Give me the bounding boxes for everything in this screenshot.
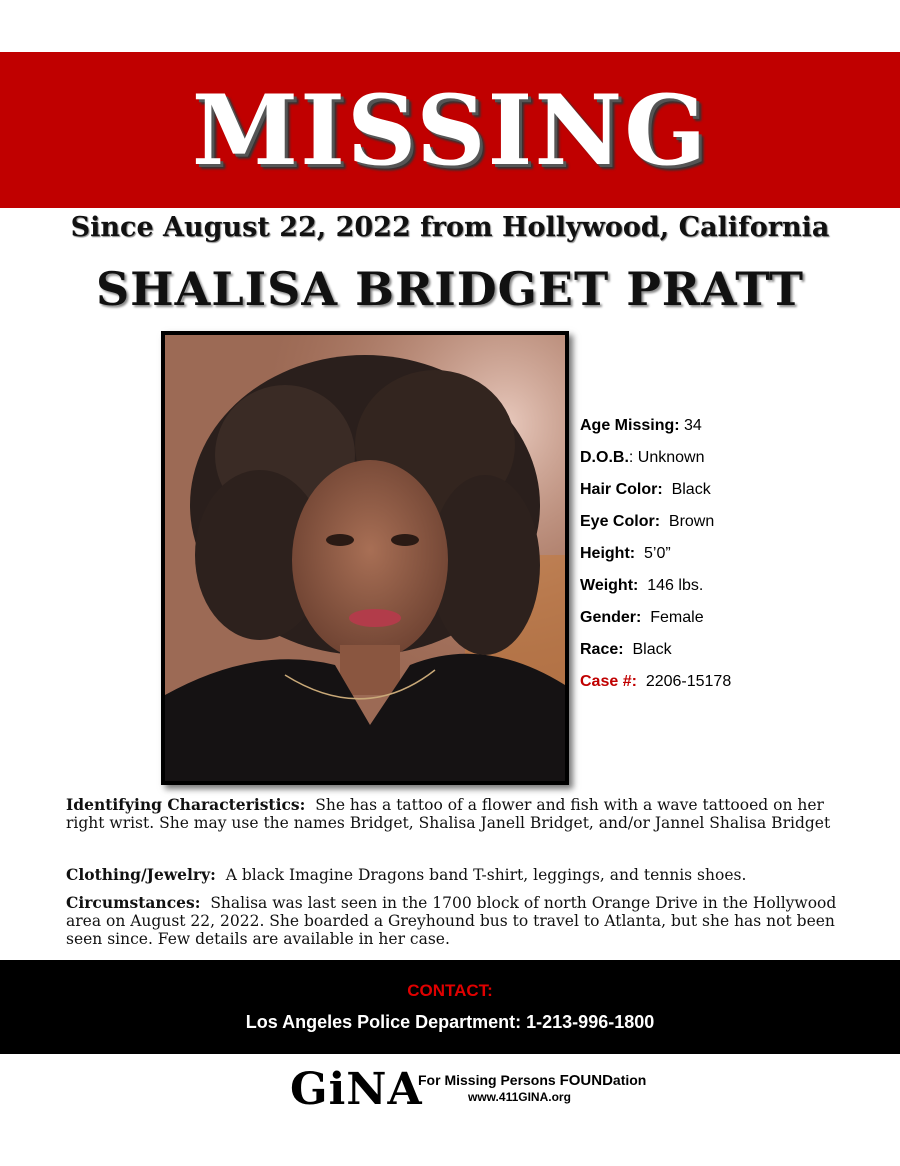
detail-weight: Weight: 146 lbs.	[580, 577, 704, 594]
contact-title: CONTACT:	[407, 981, 493, 1000]
detail-case-number: Case #: 2206-15178	[580, 673, 732, 690]
since-date-location: Since August 22, 2022 from Hollywood, California	[70, 212, 830, 243]
identifying-characteristics: Identifying Characteristics: She has a tattoo of a flower and fish with a wave tattooed on her right wrist. She may use the names Bridget, Shalisa Janell Bridget, and/or Jannel Shalisa Bridget	[66, 795, 831, 832]
contact-agency: Los Angeles Police Department: 1-213-996-1800	[245, 1012, 655, 1032]
missing-person-photo	[161, 331, 569, 785]
detail-height: Height: 5’0”	[580, 545, 671, 562]
detail-eye: Eye Color: Brown	[580, 513, 715, 530]
gina-url: www.411GINA.org	[468, 1090, 571, 1104]
missing-banner	[0, 52, 900, 208]
gina-logo	[290, 1064, 650, 1115]
missing-title: MISSING	[191, 73, 709, 187]
details-list	[580, 414, 880, 702]
circumstances: Circumstances: Shalisa was last seen in the 1700 block of north Orange Drive in the Hollywood area on August 22, 2022. She boarded a Greyhound bus to travel to Atlanta, but she has not been seen since. Few details are available in her case.	[66, 893, 837, 948]
detail-hair: Hair Color: Black	[580, 481, 711, 498]
detail-gender: Gender: Female	[580, 609, 704, 626]
portrait-image	[165, 335, 565, 781]
detail-age: Age Missing: 34	[580, 417, 702, 434]
clothing-jewelry: Clothing/Jewelry: A black Imagine Dragons band T-shirt, leggings, and tennis shoes.	[66, 865, 747, 884]
detail-race: Race: Black	[580, 641, 672, 658]
person-name: SHALISA BRIDGET PRATT	[95, 262, 805, 316]
gina-logo-mark: GiNA	[290, 1064, 423, 1115]
detail-dob: D.O.B.: Unknown	[580, 449, 705, 466]
gina-tagline: For Missing Persons FOUNDation	[418, 1072, 647, 1089]
contact-section	[0, 960, 900, 1054]
